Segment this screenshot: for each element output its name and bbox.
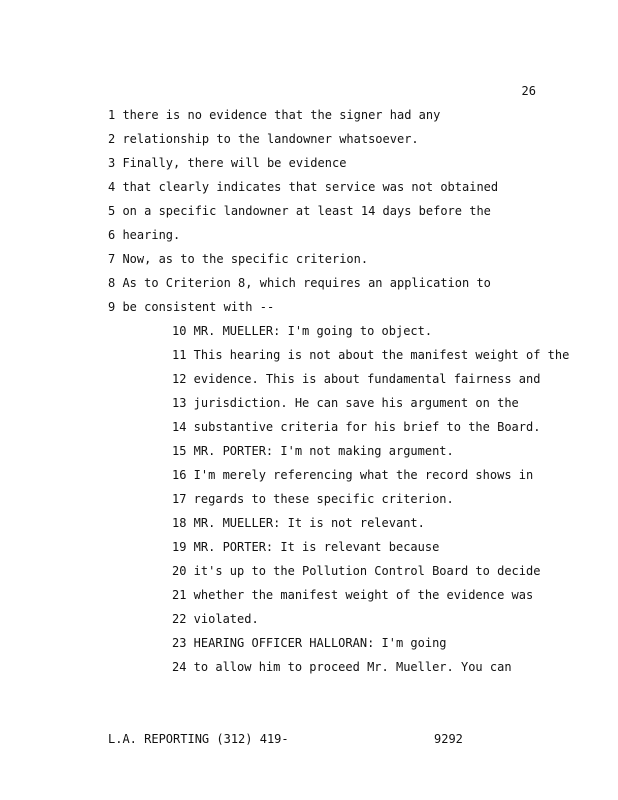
transcript-line-8: 8 As to Criterion 8, which requires an application to: [108, 276, 491, 290]
transcript-line-1: 1 there is no evidence that the signer had any: [108, 108, 441, 122]
transcript-line-16: 16 I'm merely referencing what the record shows in: [172, 468, 534, 482]
transcript-line-10: 10 MR. MUELLER: I'm going to object.: [172, 324, 433, 338]
transcript-line-7: 7 Now, as to the specific criterion.: [108, 252, 369, 266]
transcript-line-9: 9 be consistent with --: [108, 300, 275, 314]
transcript-line-2: 2 relationship to the landowner whatsoever.: [108, 132, 419, 146]
transcript-line-18: 18 MR. MUELLER: It is not relevant.: [172, 516, 425, 530]
transcript-line-23: 23 HEARING OFFICER HALLORAN: I'm going: [172, 636, 447, 650]
transcript-line-17: 17 regards to these specific criterion.: [172, 492, 454, 506]
transcript-line-12: 12 evidence. This is about fundamental fairness and: [172, 372, 541, 386]
page-number: 26: [521, 84, 536, 98]
transcript-line-19: 19 MR. PORTER: It is relevant because: [172, 540, 440, 554]
transcript-line-5: 5 on a specific landowner at least 14 days before the: [108, 204, 491, 218]
transcript-line-24: 24 to allow him to proceed Mr. Mueller. You can: [172, 660, 512, 674]
footer-reporter: L.A. REPORTING (312) 419-: [108, 732, 289, 746]
footer-phone-suffix: 9292: [434, 732, 463, 746]
transcript-line-13: 13 jurisdiction. He can save his argument on the: [172, 396, 519, 410]
transcript-line-3: 3 Finally, there will be evidence: [108, 156, 347, 170]
transcript-line-11: 11 This hearing is not about the manifest weight of the: [172, 348, 570, 362]
transcript-line-15: 15 MR. PORTER: I'm not making argument.: [172, 444, 454, 458]
transcript-line-4: 4 that clearly indicates that service was not obtained: [108, 180, 499, 194]
transcript-line-6: 6 hearing.: [108, 228, 181, 242]
transcript-line-22: 22 violated.: [172, 612, 259, 626]
transcript-line-20: 20 it's up to the Pollution Control Board to decide: [172, 564, 541, 578]
transcript-line-14: 14 substantive criteria for his brief to the Board.: [172, 420, 541, 434]
transcript-line-21: 21 whether the manifest weight of the evidence was: [172, 588, 534, 602]
